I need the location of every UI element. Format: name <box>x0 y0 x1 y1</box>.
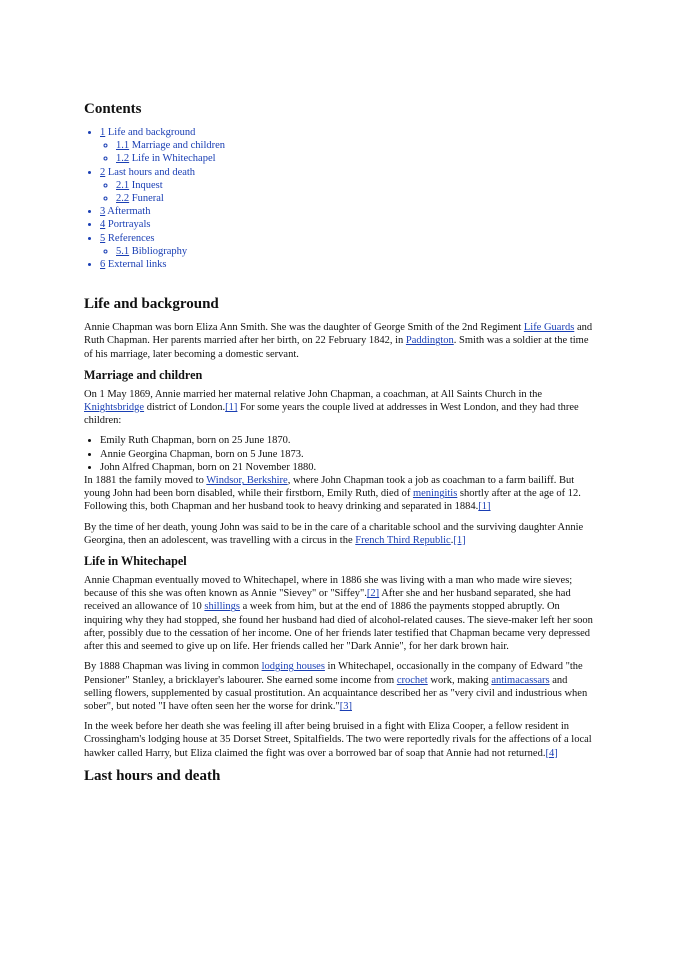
link-shillings[interactable]: shillings <box>204 601 240 613</box>
link-lodging-houses[interactable]: lodging houses <box>261 661 325 673</box>
toc-number: 6 <box>100 259 106 271</box>
section-heading-marriage: Marriage and children <box>84 367 203 382</box>
citation-link[interactable]: [1] <box>225 402 238 414</box>
text: . <box>450 534 454 546</box>
toc-link-inquest[interactable] <box>116 180 163 191</box>
link-knightsbridge[interactable]: Knightsbridge <box>84 402 145 414</box>
text: By 1888 Chapman was living in common <box>84 661 262 673</box>
text: By the time of her death, young John was said to be in the care of a charitable school and the surviving daughter Annie Georgina, then an adolescent, was travelling with a circus in the <box>84 521 584 546</box>
toc-item[interactable] <box>116 152 596 165</box>
toc-number: 4 <box>100 219 106 231</box>
toc-number: 2 <box>100 166 106 178</box>
toc-link-whitechapel[interactable] <box>116 153 216 164</box>
link-windsor[interactable]: Windsor, Berkshire <box>206 475 288 487</box>
toc-label: External links <box>107 259 167 271</box>
text: and selling flowers, supplemented by casual prostitution. An acquaintance described her as "very civil and industrious when sober", but noted "I have often seen her the worse for drink." <box>84 674 588 712</box>
text: and Ruth Chapman. Her parents married after her birth, on 22 February 1842, in <box>84 322 593 347</box>
citation-link[interactable]: [3] <box>339 700 352 712</box>
section-heading-life: Life and background <box>84 296 219 313</box>
toc-item[interactable] <box>116 245 596 258</box>
toc-number: 1 <box>100 127 106 138</box>
toc-label: Bibliography <box>131 245 188 257</box>
toc-item[interactable] <box>100 126 596 166</box>
toc-label: Aftermath <box>107 206 151 218</box>
text: In the week before her death she was feeling ill after being bruised in a fight with Eliza Cooper, a fellow resident in Crossingham's lodging house at 35 Dorset Street, Spitalfields. The two were reportedly rivals for the affections of a local hawker called Harry, but Eliza claimed the fight was over a borrowed bar of soap that Annie had not returned. <box>84 721 592 759</box>
link-antimacassars[interactable]: antimacassars <box>491 674 550 686</box>
text: Annie Chapman was born Eliza Ann Smith. She was the daughter of George Smith of the 2nd Regiment <box>84 322 524 334</box>
paragraph <box>84 474 596 514</box>
toc-number: 5 <box>100 232 106 244</box>
toc-label: Life in Whitechapel <box>131 153 216 165</box>
citation-link[interactable]: [1] <box>478 501 491 513</box>
toc-link-marriage[interactable] <box>116 140 225 151</box>
text: . Smith was a soldier at the time of his marriage, later becoming a domestic servant. <box>84 335 589 360</box>
link-french-third-republic[interactable]: French Third Republic <box>355 534 451 546</box>
toc-link-bibliography[interactable] <box>116 246 187 257</box>
toc-number: 1.2 <box>116 153 130 165</box>
text: On 1 May 1869, Annie married her maternal relative John Chapman, a coachman, at All Saints Church in the <box>84 388 543 400</box>
text: , where John Chapman took a job as coachman to a farm bailiff. But young John had been born disabled, while their firstborn, Emily Ruth, died of <box>84 475 575 500</box>
toc-link-funeral[interactable] <box>116 193 164 204</box>
toc-label: References <box>107 232 155 244</box>
toc-item[interactable] <box>100 218 596 231</box>
text: work, making <box>427 674 492 686</box>
toc-link-life[interactable] <box>100 127 195 138</box>
text: For some years the couple lived at addresses in West London, and they had three children: <box>84 402 579 427</box>
toc-label: Inquest <box>131 179 163 191</box>
citation-link[interactable]: [1] <box>453 534 466 546</box>
toc-item[interactable] <box>100 166 596 206</box>
toc-link-external[interactable] <box>100 259 167 270</box>
section-heading-last-hours: Last hours and death <box>84 767 221 784</box>
list-item: • Annie Georgina Chapman, born on 5 June 1873. <box>100 448 596 461</box>
paragraph <box>84 660 596 713</box>
text: After she and her husband separated, she had received an allowance of 10 <box>84 588 571 613</box>
toc-number: 5.1 <box>116 245 130 257</box>
contents-title: Contents <box>84 101 142 117</box>
paragraph <box>84 720 596 760</box>
toc-label: Last hours and death <box>107 166 196 178</box>
toc-item[interactable] <box>100 205 596 218</box>
toc-label: Portrayals <box>107 219 151 231</box>
toc-label: Funeral <box>131 193 164 205</box>
table-of-contents <box>84 126 596 271</box>
toc-item[interactable] <box>116 139 596 152</box>
paragraph <box>84 574 596 653</box>
toc-item[interactable] <box>100 232 596 258</box>
text: shortly after at the age of 12. Following this, both Chapman and her husband took to heavy drinking and separated in 1884. <box>84 488 581 513</box>
text: a week from him, but at the end of 1886 the payments stopped abruptly. On inquiring why they had stopped, she found her husband had died of alcohol-related causes. The sieve-maker left her soon after, possibly due to the cessation of her income. One of her friends later testified that Chapman became very depressed after this and seemed to give up on life. Her friends called her "Dark Annie", for her dark brown hair. <box>84 601 593 653</box>
list-item: • Emily Ruth Chapman, born on 25 June 1870. <box>100 434 596 447</box>
toc-link-aftermath[interactable] <box>100 206 150 217</box>
link-crochet[interactable]: crochet <box>396 674 428 686</box>
children-list <box>84 434 596 474</box>
link-meningitis[interactable]: meningitis <box>412 488 458 500</box>
article <box>84 100 596 793</box>
text: In 1881 the family moved to <box>84 475 207 487</box>
toc-label: Life and background <box>107 127 196 138</box>
text: Annie Chapman eventually moved to Whitechapel, where in 1886 she was living with a man who made wire sieves; because of this she was often known as Annie "Sievey" or "Siffey". <box>84 575 573 600</box>
paragraph <box>84 521 596 547</box>
text: district of London. <box>144 402 226 414</box>
toc-item[interactable] <box>116 192 596 205</box>
toc-link-last-hours[interactable] <box>100 167 195 178</box>
toc-item[interactable] <box>116 179 596 192</box>
toc-link-references[interactable] <box>100 233 155 244</box>
list-item: • John Alfred Chapman, born on 21 November 1880. <box>100 461 596 474</box>
toc-number: 2.2 <box>116 193 130 205</box>
toc-number: 3 <box>100 206 106 218</box>
toc-link-portrayals[interactable] <box>100 219 150 230</box>
link-paddington[interactable]: Paddington <box>405 335 454 347</box>
toc-number: 2.1 <box>116 179 130 191</box>
link-life-guards[interactable]: Life Guards <box>523 322 575 334</box>
citation-link[interactable]: [4] <box>545 747 558 759</box>
toc-number: 1.1 <box>116 140 130 152</box>
paragraph <box>84 321 596 361</box>
toc-item[interactable] <box>100 258 596 271</box>
paragraph <box>84 388 596 428</box>
citation-link[interactable]: [2] <box>366 588 380 600</box>
section-heading-whitechapel: Life in Whitechapel <box>84 554 187 569</box>
text: in Whitechapel, occasionally in the company of Edward "the Pensioner" Stanley, a bricklayer's labourer. She earned some income from <box>84 661 583 686</box>
toc-label: Marriage and children <box>131 140 226 152</box>
